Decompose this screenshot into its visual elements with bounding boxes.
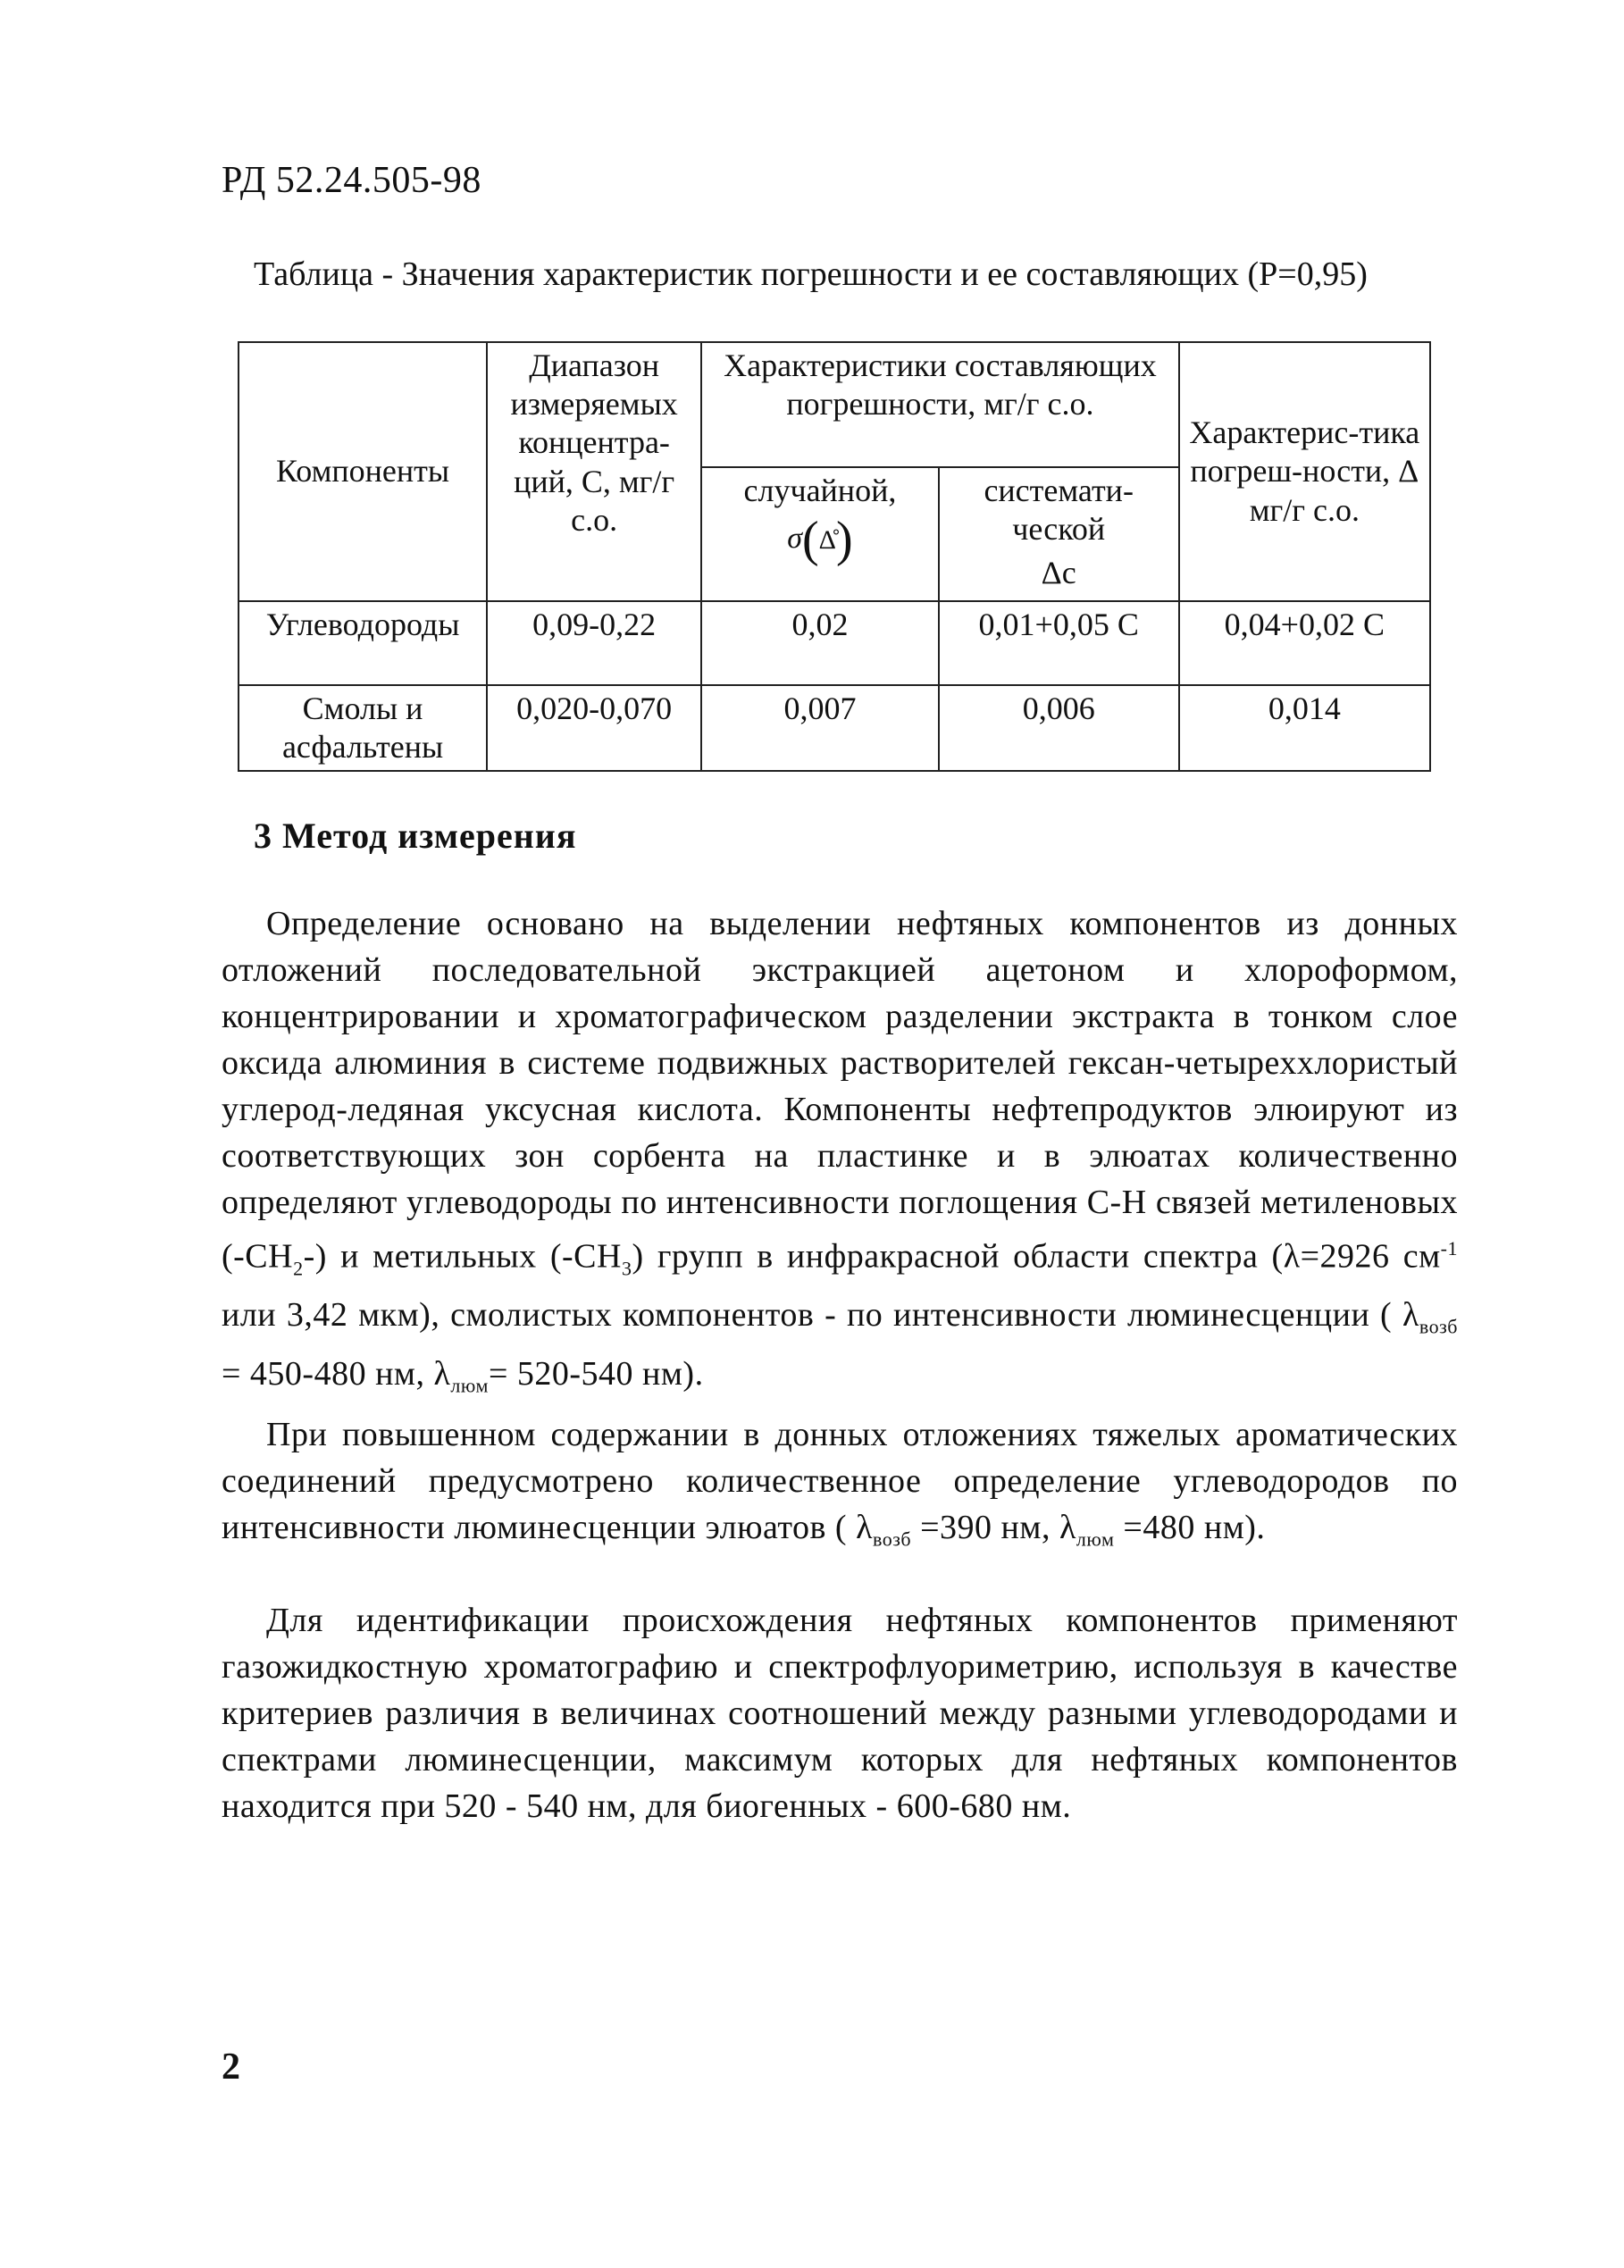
header-random-label: случайной, bbox=[743, 473, 897, 508]
cell-total: 0,04+0,02 С bbox=[1179, 601, 1430, 685]
document-code: РД 52.24.505-98 bbox=[222, 160, 481, 201]
p3-text: Для идентификации происхождения нефтяных компонентов применяют газожидкостную хроматографию и спектрофлуориметрию, используя в качестве критериев различия в величинах соотношений между разными углеводородами и спектрами люминесценции, максимум которых для нефтяных компонентов находится при 520 - 540 нм, для биогенных - 600-680 нм. bbox=[222, 1602, 1458, 1825]
paren-right-icon: ) bbox=[835, 512, 853, 568]
header-range: Диапазон измеряемых концентра-ций, С, мг/г с.о. bbox=[487, 342, 701, 601]
superscript-minus1: -1 bbox=[1440, 1237, 1458, 1260]
header-total-error: Характерис-тика погреш-ности, Δ мг/г с.о. bbox=[1179, 342, 1430, 601]
header-systematic bbox=[939, 467, 1179, 601]
cell-range: 0,020-0,070 bbox=[487, 685, 701, 771]
random-formula bbox=[709, 510, 931, 570]
header-components: Компоненты bbox=[239, 342, 487, 601]
header-components-error: Характеристики составляющих погрешности, мг/г с.о. bbox=[701, 342, 1179, 467]
p1-text-f: = 520-540 нм). bbox=[488, 1354, 704, 1393]
table-header-row bbox=[239, 342, 1430, 467]
p1-text-b: -) и метильных (-СН bbox=[303, 1237, 622, 1276]
delta-dot-icon: Δ̊ bbox=[818, 524, 836, 555]
subscript-3: 3 bbox=[621, 1257, 632, 1280]
p2-text-a: При повышенном содержании в донных отложениях тяжелых ароматических соединений предусмотрено количественное определение углеводородов по интенсивности люминесценции элюатов ( λ bbox=[222, 1416, 1458, 1546]
paragraph-method bbox=[222, 900, 1458, 1409]
subscript-luminescence: люм bbox=[450, 1374, 489, 1397]
p1-text-c: ) групп в инфракрасной области спектра (λ=2926 см bbox=[632, 1237, 1441, 1276]
p2-text-c: =480 нм). bbox=[1114, 1509, 1266, 1546]
cell-systematic: 0,01+0,05 С bbox=[939, 601, 1179, 685]
p1-text-a: Определение основано на выделении нефтяных компонентов из донных отложений последовательной экстракцией ацетоном и хлороформом, концентрировании и хроматографическом разделении экстракта в тонком слое оксида алюминия в системе подвижных растворителей гексан-четыреххлористый углерод-ледяная уксусная кислота. Компоненты нефтепродуктов элюируют из соответствующих зон сорбента на пластинке и в элюатах количественно определяют углеводороды по интенсивности поглощения С-Н связей метиленовых (-СН bbox=[222, 905, 1458, 1276]
subscript-2: 2 bbox=[293, 1257, 304, 1280]
cell-range: 0,09-0,22 bbox=[487, 601, 701, 685]
paren-left-icon: ( bbox=[802, 512, 819, 568]
cell-systematic: 0,006 bbox=[939, 685, 1179, 771]
paragraph-aromatic bbox=[222, 1411, 1458, 1563]
section-title: 3 Метод измерения bbox=[254, 816, 577, 856]
systematic-symbol: Δс bbox=[1041, 555, 1076, 591]
cell-total: 0,014 bbox=[1179, 685, 1430, 771]
page-number: 2 bbox=[222, 2046, 240, 2088]
p1-text-d: или 3,42 мкм), смолистых компонентов - по интенсивности люминесценции ( λ bbox=[222, 1296, 1419, 1335]
header-systematic-label: системати-ческой bbox=[984, 473, 1134, 548]
p2-text-b: =390 нм, λ bbox=[911, 1509, 1076, 1546]
cell-random: 0,007 bbox=[701, 685, 939, 771]
header-random bbox=[701, 467, 939, 601]
cell-component: Углеводороды bbox=[239, 601, 487, 685]
cell-component: Смолы и асфальтены bbox=[239, 685, 487, 771]
subscript-luminescence: люм bbox=[1076, 1527, 1115, 1551]
paragraph-identification bbox=[222, 1597, 1458, 1829]
error-characteristics-table bbox=[238, 341, 1431, 772]
cell-random: 0,02 bbox=[701, 601, 939, 685]
table-row bbox=[239, 685, 1430, 771]
p1-text-e: = 450-480 нм, λ bbox=[222, 1354, 451, 1393]
subscript-excitation: возб bbox=[1419, 1315, 1458, 1338]
subscript-excitation: возб bbox=[873, 1527, 912, 1551]
table-row bbox=[239, 601, 1430, 685]
table-caption: Таблица - Значения характеристик погрешности и ее составляющих (Р=0,95) bbox=[254, 255, 1368, 293]
sigma-symbol: σ bbox=[787, 522, 803, 556]
